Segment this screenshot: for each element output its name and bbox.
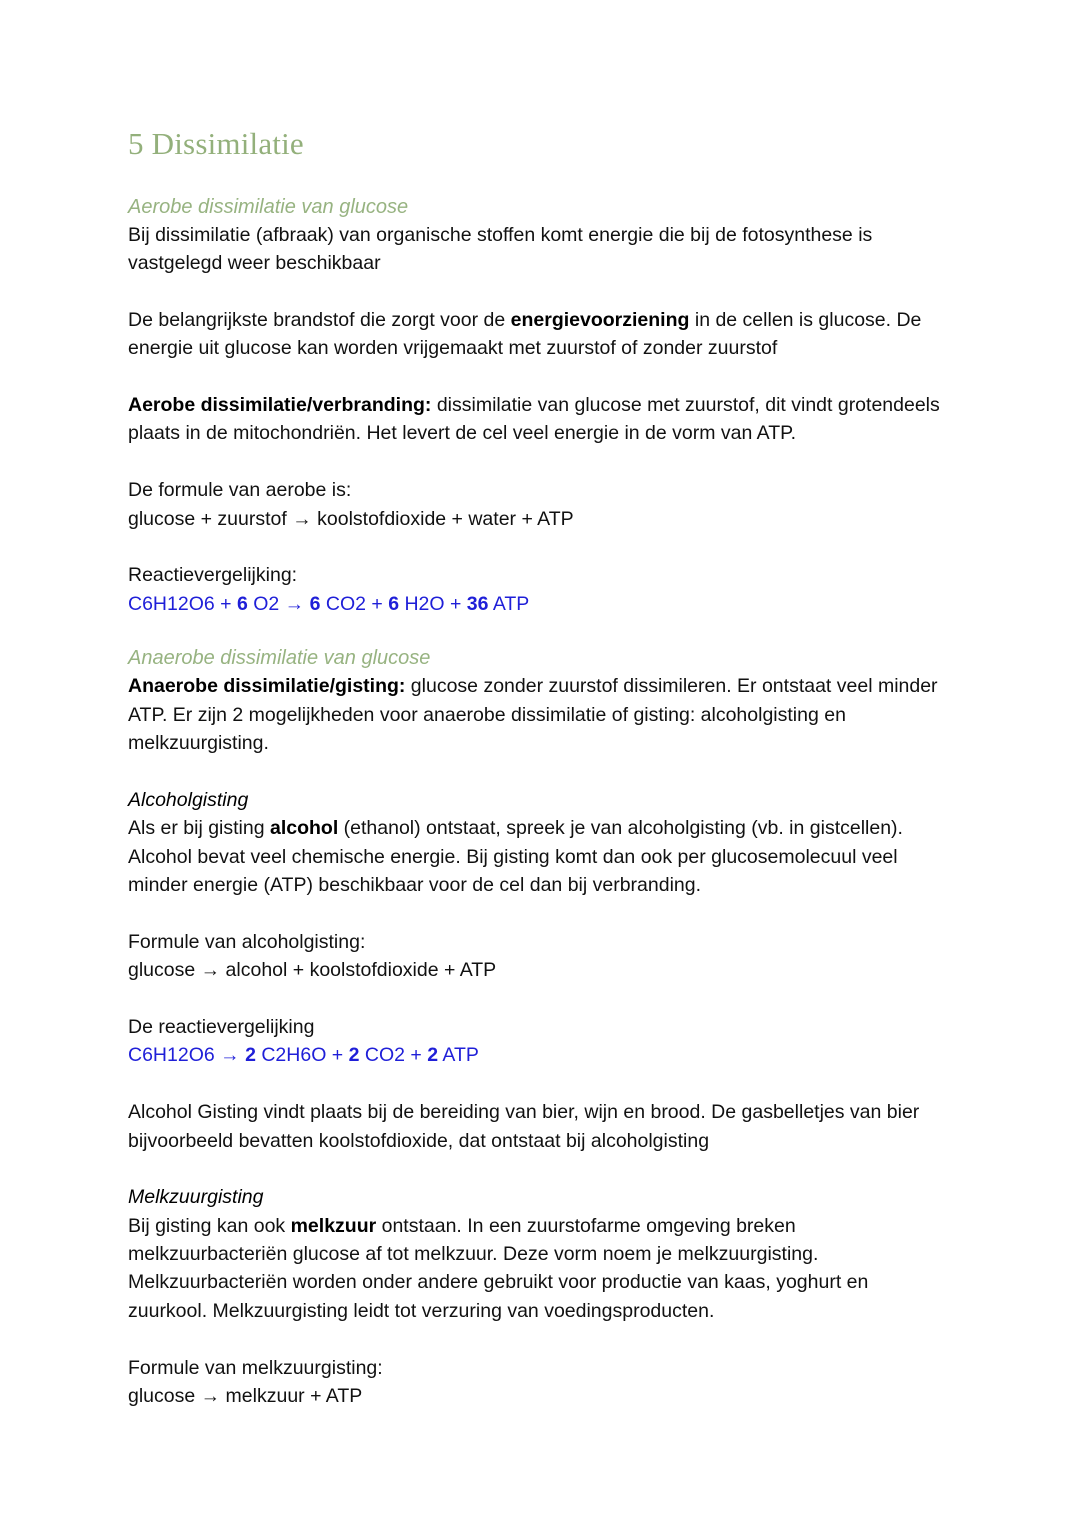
term-energievoorziening: energievoorziening: [510, 308, 690, 331]
equation-aerobe-coefficient-3: 6: [388, 592, 400, 615]
paragraph-melkzuurgisting-text-2: ontstaan. In een zuurstofarme omgeving breken melkzuurbacteriën glucose af tot melkzuur. Deze vorm noem je melkzuurgisting. Melkzuurbacteriën worden onder andere gebruikt voor productie van kaas, yoghurt en zuurkool. Melkzuurgisting leidt tot verzuring van voedingsproducten.: [128, 1214, 869, 1322]
equation-alcoholgisting-t3: CO2 +: [359, 1044, 428, 1067]
equation-aerobe-coefficient-1: 6: [236, 592, 248, 615]
page-title: 5 Dissimilatie: [128, 126, 304, 161]
paragraph-aerobe-intro: Bij dissimilatie (afbraak) van organische stoffen komt energie die bij de fotosynthese is vastgelegd weer beschikbaar: [128, 223, 873, 275]
label-reactievergelijking-alcoholgisting: De reactievergelijking: [128, 1015, 315, 1038]
paragraph-anaerobe-definition-text: glucose zonder zuurstof dissimileren. Er ontstaat veel minder ATP. Er zijn 2 mogelijkheden voor anaerobe dissimilatie of gisting: alcoholgisting en melkzuurgisting.: [128, 675, 938, 755]
equation-alcoholgisting-t1: C6H12O6 →: [128, 1044, 246, 1067]
paragraph-spacer: [128, 757, 950, 785]
paragraph-brandstof: [128, 306, 950, 363]
label-formule-aerobe: De formule van aerobe is:: [128, 479, 352, 502]
subheading-alcoholgisting: Alcoholgisting: [128, 788, 249, 811]
label-formule-alcoholgisting: Formule van alcoholgisting:: [128, 930, 366, 953]
section-spacer: [128, 618, 950, 644]
equation-aerobe: [128, 590, 950, 618]
paragraph-melkzuurgisting-text-1: Bij gisting kan ook: [128, 1214, 291, 1237]
paragraph-alcoholgisting-text-1: Als er bij gisting: [128, 817, 270, 840]
term-anaerobe-dissimilatie: Anaerobe dissimilatie/gisting:: [128, 675, 406, 698]
equation-aerobe-t5: ATP: [488, 592, 530, 615]
equation-alcoholgisting: [128, 1041, 950, 1069]
equation-aerobe-t2: O2 →: [247, 592, 310, 615]
subheading-melkzuurgisting: Melkzuurgisting: [128, 1186, 264, 1209]
paragraph-spacer: [128, 985, 950, 1013]
equation-aerobe-t1: C6H12O6 +: [128, 592, 237, 615]
equation-alcoholgisting-t4: ATP: [438, 1044, 479, 1067]
formula-alcoholgisting-words: glucose → alcohol + koolstofdioxide + ATP: [128, 959, 497, 982]
label-formule-melkzuurgisting: Formule van melkzuurgisting:: [128, 1356, 383, 1379]
section-aerobe-dissimilatie: [128, 193, 950, 619]
subsection-melkzuurgisting: [128, 1183, 950, 1410]
paragraph-spacer: [128, 1325, 950, 1353]
equation-aerobe-t3: CO2 +: [320, 592, 389, 615]
term-melkzuur: melkzuur: [290, 1214, 377, 1237]
equation-aerobe-coefficient-2: 6: [309, 592, 321, 615]
paragraph-melkzuurgisting: [128, 1212, 950, 1326]
section-heading-aerobe: Aerobe dissimilatie van glucose: [128, 195, 409, 218]
document-content: [128, 126, 950, 1410]
formula-melkzuurgisting-words: glucose → melkzuur + ATP: [128, 1385, 363, 1408]
section-heading-anaerobe: Anaerobe dissimilatie van glucose: [128, 647, 431, 670]
paragraph-alcoholgisting-text-2: (ethanol) ontstaat, spreek je van alcoholgisting (vb. in gistcellen). Alcohol bevat veel chemische energie. Bij gisting komt dan ook per glucosemolecuul veel minder energie (ATP) beschikbaar voor de cel dan bij verbranding.: [128, 817, 903, 896]
paragraph-spacer: [128, 1155, 950, 1183]
equation-alcoholgisting-coefficient-2: 2: [348, 1044, 360, 1067]
paragraph-spacer: [128, 277, 950, 305]
formula-aerobe-words: glucose + zuurstof → koolstofdioxide + water + ATP: [128, 507, 574, 530]
equation-alcoholgisting-coefficient-3: 2: [427, 1044, 439, 1067]
equation-alcoholgisting-t2: C2H6O +: [255, 1044, 349, 1067]
term-aerobe-dissimilatie: Aerobe dissimilatie/verbranding:: [128, 394, 432, 417]
paragraph-brandstof-text-1: De belangrijkste brandstof die zorgt voor de: [128, 308, 511, 331]
paragraph-spacer: [128, 1070, 950, 1098]
paragraph-spacer: [128, 448, 950, 476]
paragraph-alcoholgisting-toepassing: Alcohol Gisting vindt plaats bij de bereiding van bier, wijn en brood. De gasbelletjes van bier bijvoorbeeld bevatten koolstofdioxide, dat ontstaat bij alcoholgisting: [128, 1101, 920, 1152]
equation-aerobe-t4: H2O +: [399, 592, 467, 615]
equation-aerobe-coefficient-4: 36: [466, 592, 489, 615]
label-reactievergelijking-aerobe: Reactievergelijking:: [128, 564, 298, 587]
paragraph-aerobe-definition-text: dissimilatie van glucose met zuurstof, dit vindt grotendeels plaats in de mitochondriën. Het levert de cel veel energie in de vorm van ATP.: [128, 394, 940, 445]
paragraph-spacer: [128, 363, 950, 391]
equation-alcoholgisting-coefficient-1: 2: [245, 1044, 256, 1067]
paragraph-spacer: [128, 533, 950, 561]
section-anaerobe-dissimilatie: [128, 644, 950, 1410]
paragraph-alcoholgisting: [128, 814, 950, 899]
term-alcohol: alcohol: [269, 817, 339, 840]
paragraph-aerobe-definition: [128, 391, 950, 448]
paragraph-spacer: [128, 899, 950, 927]
paragraph-anaerobe-definition: [128, 672, 950, 757]
paragraph-brandstof-text-2: in de cellen is glucose. De energie uit glucose kan worden vrijgemaakt met zuurstof of zonder zuurstof: [128, 308, 922, 360]
subsection-alcoholgisting: [128, 786, 950, 1155]
